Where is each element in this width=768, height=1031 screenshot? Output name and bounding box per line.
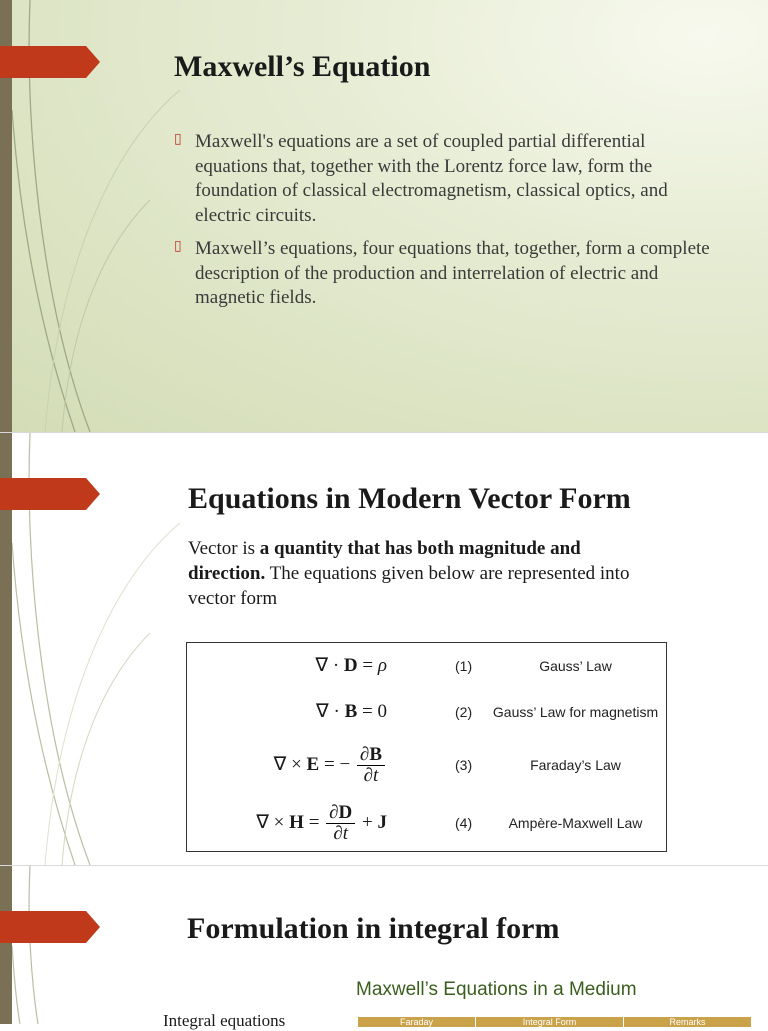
equation-number: (3) [455, 757, 473, 773]
side-text: Integral equations [163, 1011, 286, 1030]
table-header-cell: Remarks [624, 1017, 752, 1027]
bullet-list [174, 130, 722, 320]
table-header-cell: Faraday [358, 1017, 476, 1027]
slide-title: Formulation in integral form [187, 912, 560, 945]
equation-formula: ∇ × E = − $\frac{\partial B}{\partial t}$ [227, 745, 387, 786]
equation-name: Faraday’s Law [530, 757, 621, 773]
title-arrow-flag [0, 478, 100, 510]
equation-row [187, 646, 666, 686]
bullet-marker-icon: ▯ [174, 239, 182, 254]
equation-formula: ∇ × H = $\frac{\partial D}{\partial t}$ + J [256, 802, 387, 845]
title-arrow-flag [0, 46, 100, 78]
subheading: Maxwell’s Equations in a Medium [356, 979, 637, 1000]
equation-name: Ampère-Maxwell Law [508, 815, 643, 831]
decorative-curves [0, 866, 200, 1024]
equation-formula: ∇ · B = 0 [316, 701, 387, 722]
equations-box [186, 642, 667, 852]
equation-number: (4) [455, 815, 473, 831]
equation-row [187, 745, 666, 785]
equation-number: (2) [455, 704, 473, 720]
slide-maxwells-equation [0, 0, 768, 432]
equation-number: (1) [455, 658, 473, 674]
title-arrow-flag [0, 911, 100, 943]
bullet-marker-icon: ▯ [174, 132, 182, 147]
table-header-cell: Integral Form [476, 1017, 624, 1027]
equation-formula: ∇ · D = ρ [315, 655, 387, 676]
bullet-item: ▯ Maxwell’s equations, four equations that, together, form a complete description of the production and interrelation of electric and magnetic fields. [174, 238, 710, 308]
equation-row [187, 692, 666, 732]
slide-title: Equations in Modern Vector Form [188, 482, 631, 515]
equation-name: Gauss’ Law for magnetism [492, 704, 659, 720]
vector-definition: Vector is a quantity that has both magnitude and direction. The equations given below are represented into vector form [188, 538, 630, 609]
left-accent-bar [0, 866, 12, 1024]
integral-table-header [358, 1017, 752, 1027]
equation-row [187, 803, 666, 843]
slide-title: Maxwell’s Equation [174, 50, 431, 83]
bullet-item: ▯ Maxwell's equations are a set of coupled partial differential equations that, together with the Lorentz force law, form the foundation of classical electromagnetism, classical optics, and electric circuits. [174, 131, 668, 226]
equation-name: Gauss’ Law [539, 658, 612, 674]
